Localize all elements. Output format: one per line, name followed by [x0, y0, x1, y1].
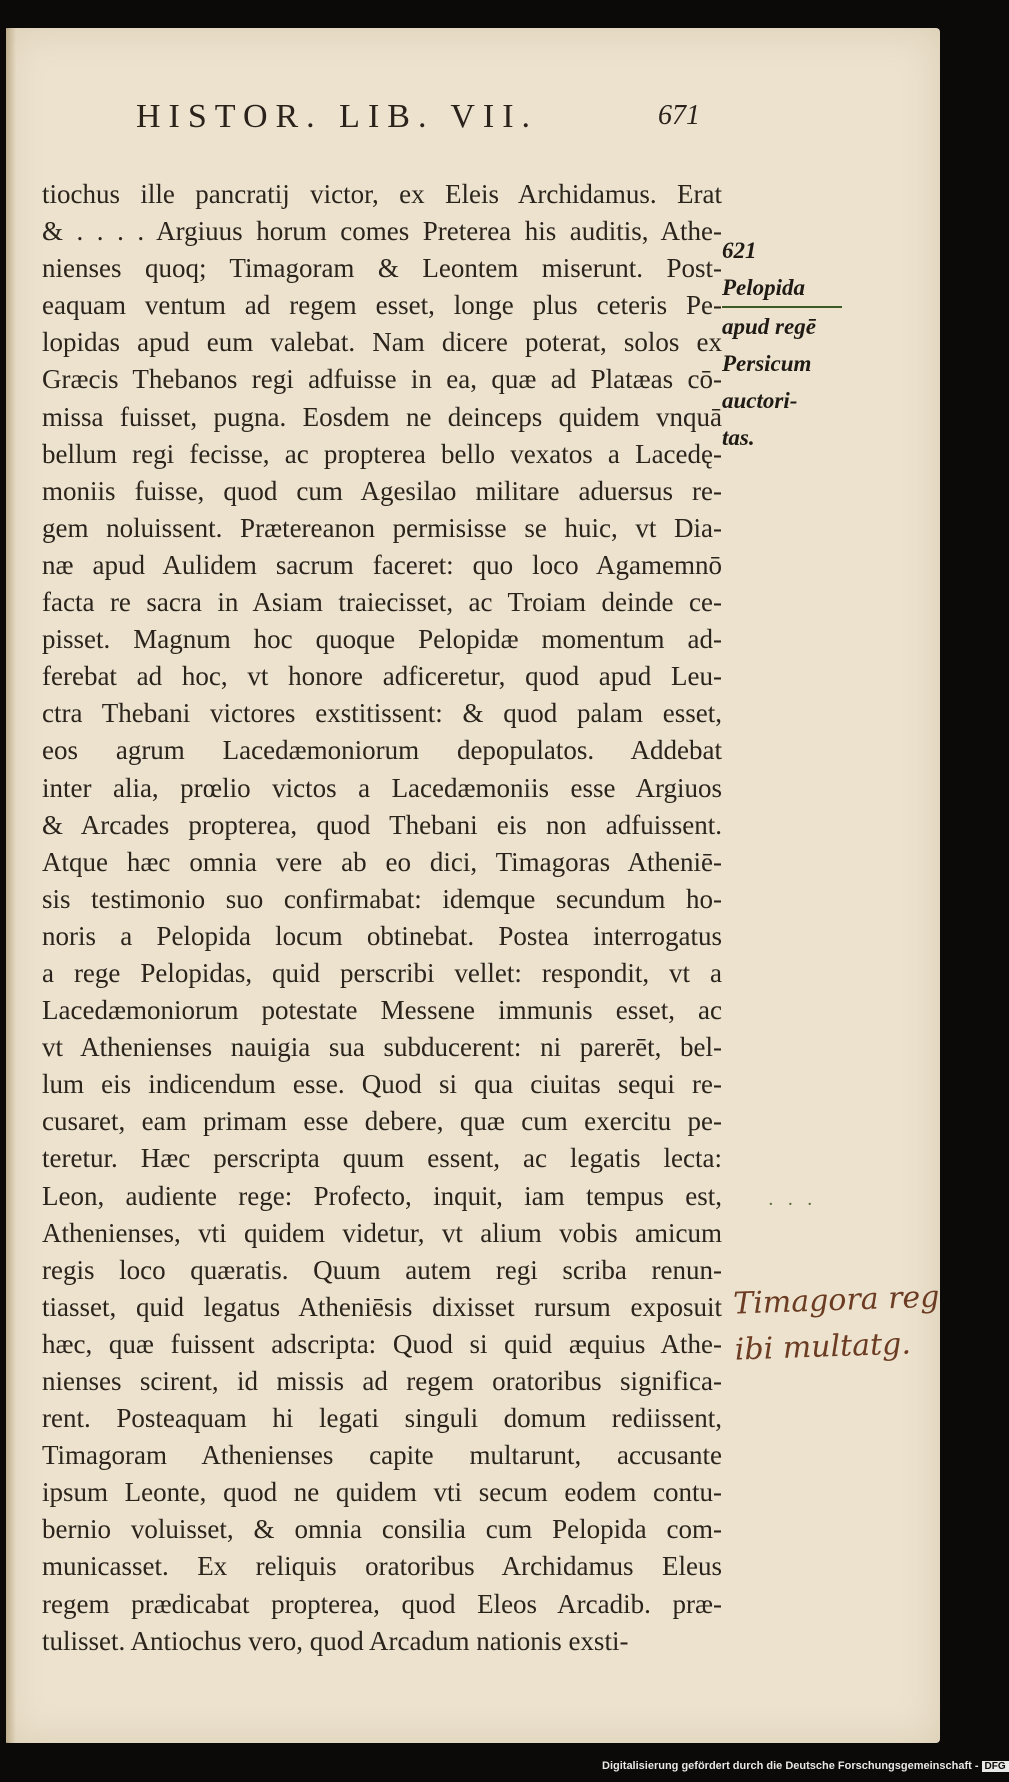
- marginal-line: Persicum: [722, 351, 812, 376]
- text-line: Timagoram Athenienses capite multarunt, accusante: [42, 1440, 722, 1471]
- text-line: tiochus ille pancratij victor, ex Eleis Archidamus. Erat: [42, 179, 722, 209]
- book-page: [6, 28, 940, 1743]
- handwritten-dots: · · ·: [768, 1194, 817, 1215]
- text-line: moniis fuisse, quod cum Agesilao militare aduersus re-: [42, 475, 722, 506]
- body-text: [42, 176, 722, 1660]
- text-line: facta re sacra in Asiam traiecisset, ac Troiam deinde ce-: [42, 587, 722, 618]
- handwritten-line: ibi multatg.: [734, 1326, 912, 1368]
- marginal-line: apud regē: [722, 314, 816, 339]
- marginal-line: auctori-: [722, 388, 798, 413]
- text-line: lopidas apud eum valebat. Nam dicere poterat, solos ex: [42, 327, 722, 358]
- running-title: HISTOR. LIB. VII.: [136, 98, 539, 135]
- marginal-line: 621: [722, 238, 757, 263]
- marginal-line: Pelopida: [722, 269, 842, 308]
- text-line: & . . . . Argiuus horum comes Preterea his auditis, Athe-: [42, 216, 722, 247]
- text-line: Græcis Thebanos regi adfuisse in ea, quæ ad Platæas cō-: [42, 364, 722, 395]
- text-line: bernio voluisset, & omnia consilia cum Pelopida com-: [42, 1514, 722, 1545]
- dfg-logo: DFG: [982, 1761, 1009, 1772]
- digitization-credit: [602, 1760, 1009, 1772]
- page-number: 671: [658, 100, 700, 131]
- handwritten-line: Timagora reg: [732, 1279, 940, 1322]
- text-line: regem prædicabat propterea, quod Eleos Arcadib. præ-: [42, 1588, 722, 1619]
- text-line: municasset. Ex reliquis oratoribus Archidamus Eleus: [42, 1551, 722, 1582]
- text-line: sis testimonio suo confirmabat: idemque secundum ho-: [42, 883, 722, 914]
- text-line: hæc, quæ fuissent adscripta: Quod si quid æquius Athe-: [42, 1328, 722, 1359]
- text-line: næ apud Aulidem sacrum faceret: quo loco Agamemnō: [42, 549, 722, 580]
- text-line: Athenienses, vti quidem videtur, vt alium vobis amicum: [42, 1217, 722, 1248]
- text-line: eos agrum Lacedæmoniorum depopulatos. Addebat: [42, 735, 722, 766]
- text-line: gem noluissent. Prætereanon permisisse se huic, vt Dia-: [42, 512, 722, 543]
- text-line: bellum regi fecisse, ac propterea bello vexatos a Lacedę-: [42, 438, 722, 469]
- text-line: cusaret, eam primam esse debere, quæ cum exercitu pe-: [42, 1106, 722, 1137]
- text-line: Leon, audiente rege: Profecto, inquit, iam tempus est,: [42, 1180, 722, 1211]
- text-line: pisset. Magnum hoc quoque Pelopidæ momentum ad-: [42, 624, 722, 655]
- marginal-line: tas.: [722, 425, 755, 450]
- text-line: inter alia, prœlio victos a Lacedæmoniis esse Argiuos: [42, 772, 722, 803]
- text-line: missa fuisset, pugna. Eosdem ne deinceps quidem vnquā: [42, 401, 722, 432]
- text-line: ipsum Leonte, quod ne quidem vti secum eodem contu-: [42, 1477, 722, 1508]
- text-line: rent. Posteaquam hi legati singuli domum rediissent,: [42, 1403, 722, 1434]
- text-line: & Arcades propterea, quod Thebani eis non adfuissent.: [42, 809, 722, 840]
- credit-text: Digitalisierung gefördert durch die Deutsche Forschungsgemeinschaft -: [602, 1760, 979, 1772]
- handwritten-marginal-note: [732, 1274, 941, 1373]
- text-line: lum eis indicendum esse. Quod si qua ciuitas sequi re-: [42, 1069, 722, 1100]
- text-line: ferebat ad hoc, vt honore adficeretur, quod apud Leu-: [42, 661, 722, 692]
- text-line: tiasset, quid legatus Atheniēsis dixisset rursum exposuit: [42, 1291, 722, 1322]
- text-line: eaquam ventum ad regem esset, longe plus ceteris Pe-: [42, 290, 722, 321]
- text-line: regis loco quæratis. Quum autem regi scriba renun-: [42, 1254, 722, 1285]
- text-line: teretur. Hæc perscripta quum essent, ac legatis lecta:: [42, 1143, 722, 1174]
- text-line: tulisset. Antiochus vero, quod Arcadum nationis exsti-: [42, 1625, 629, 1656]
- text-line: vt Athenienses nauigia sua subducerent: ni parerēt, bel-: [42, 1032, 722, 1063]
- text-line: noris a Pelopida locum obtinebat. Postea interrogatus: [42, 920, 722, 951]
- text-line: Lacedæmoniorum potestate Messene immunis esset, ac: [42, 995, 722, 1026]
- printed-marginal-note: [722, 232, 842, 456]
- text-line: a rege Pelopidas, quid perscribi vellet: respondit, vt a: [42, 957, 722, 988]
- text-line: nienses quoq; Timagoram & Leontem miserunt. Post-: [42, 253, 722, 284]
- text-line: ctra Thebani victores exstitissent: & quod palam esset,: [42, 698, 722, 729]
- text-line: nienses scirent, id missis ad regem oratoribus significa-: [42, 1366, 722, 1396]
- text-line: Atque hæc omnia vere ab eo dici, Timagoras Atheniē-: [42, 846, 722, 877]
